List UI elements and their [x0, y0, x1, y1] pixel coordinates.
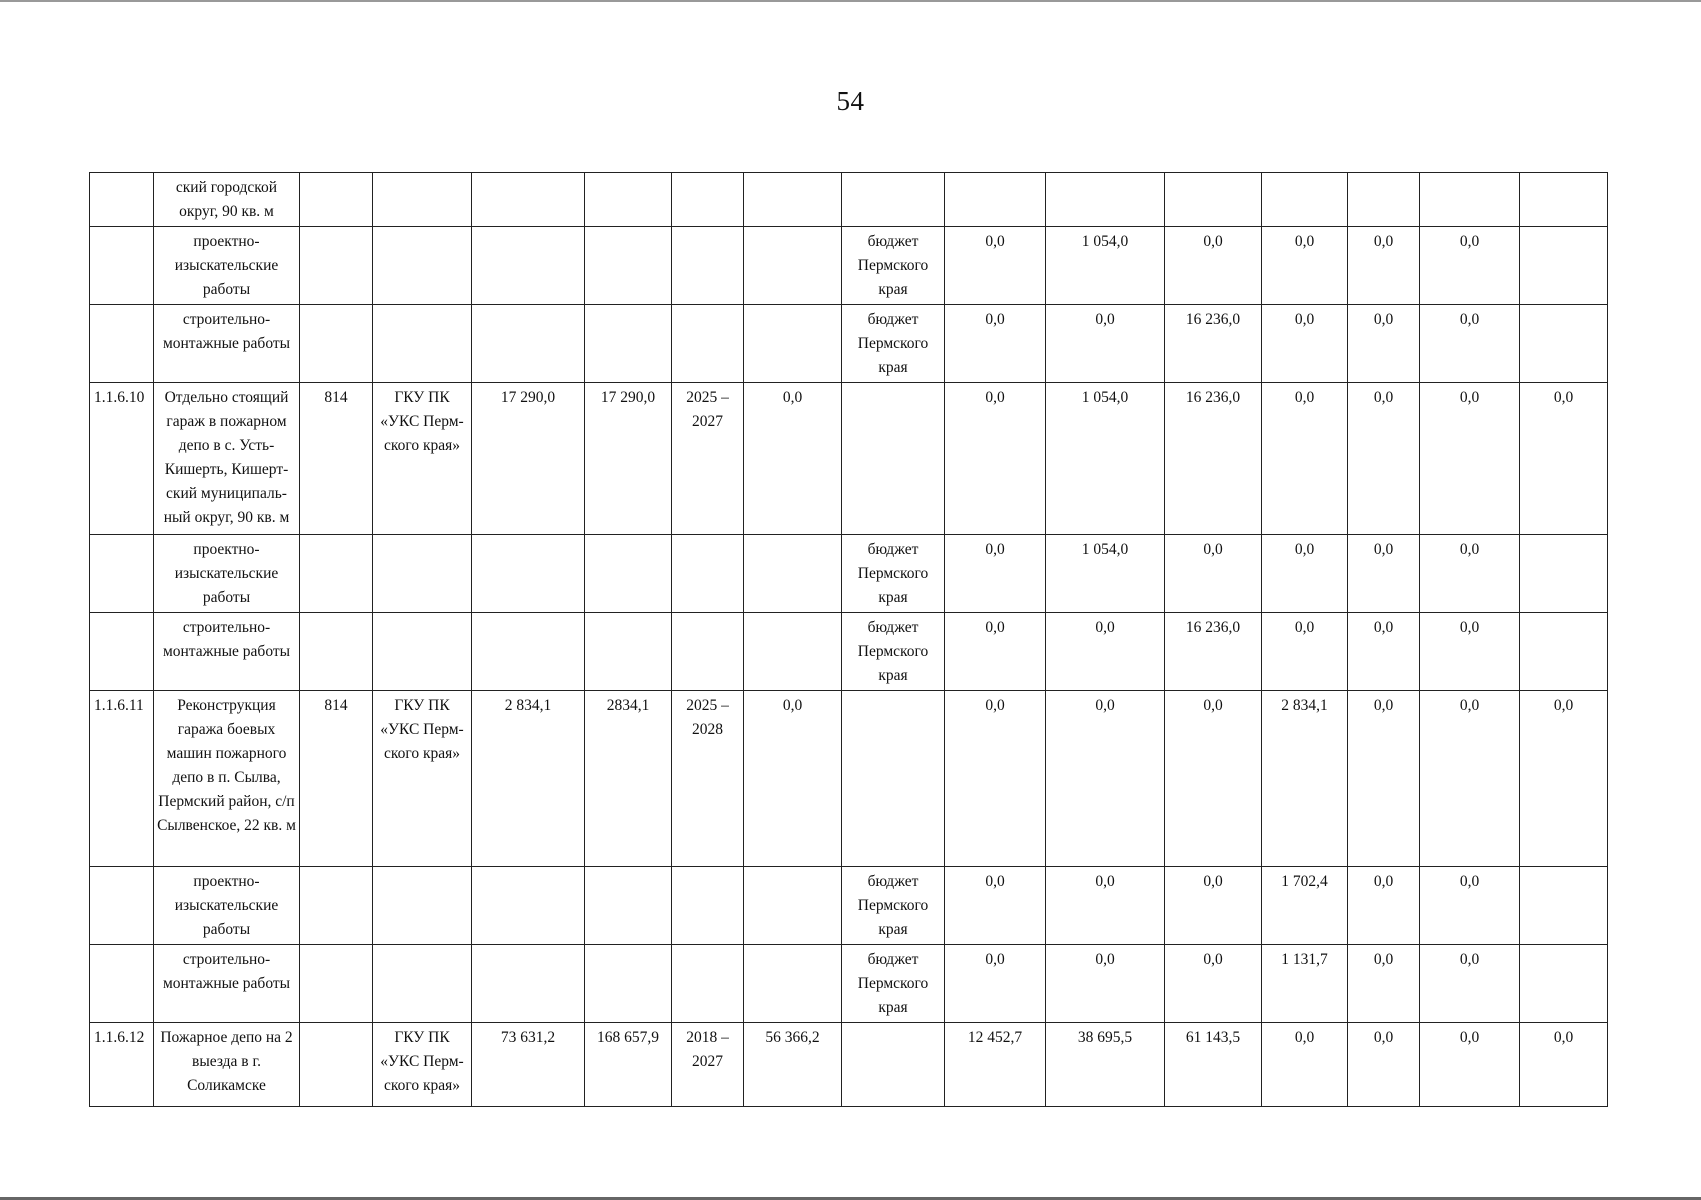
table-row	[90, 867, 1608, 945]
cell-year-5: 0,0	[1348, 383, 1420, 535]
cell-year-7	[1520, 535, 1608, 613]
cell-funded-before	[744, 613, 842, 691]
cell-period	[672, 613, 744, 691]
cell-total-cost	[585, 173, 672, 227]
cell-name: Реконструкция гаража боевых машин пожарного депо в п. Сылва, Пермский район, с/п Сылвенское, 22 кв. м	[154, 691, 300, 867]
cell-year-6: 0,0	[1420, 691, 1520, 867]
cell-year-5	[1348, 173, 1420, 227]
cell-funding-source: бюджет Пермского края	[842, 867, 945, 945]
cell-year-2: 0,0	[1046, 867, 1165, 945]
cell-year-2	[1046, 173, 1165, 227]
cell-estimated-cost	[472, 945, 585, 1023]
cell-name: строительно-монтажные работы	[154, 613, 300, 691]
cell-funded-before	[744, 173, 842, 227]
cell-year-4: 0,0	[1262, 535, 1348, 613]
cell-year-5: 0,0	[1348, 867, 1420, 945]
cell-name: проектно-изыскательские работы	[154, 867, 300, 945]
cell-year-3	[1165, 173, 1262, 227]
cell-estimated-cost	[472, 305, 585, 383]
cell-name: ский городской округ, 90 кв. м	[154, 173, 300, 227]
cell-estimated-cost	[472, 535, 585, 613]
cell-name: строительно-монтажные работы	[154, 945, 300, 1023]
cell-period: 2025 – 2028	[672, 691, 744, 867]
cell-year-5: 0,0	[1348, 1023, 1420, 1107]
cell-year-3: 0,0	[1165, 535, 1262, 613]
cell-grbs	[300, 227, 373, 305]
cell-funded-before	[744, 227, 842, 305]
cell-year-7	[1520, 945, 1608, 1023]
cell-year-4	[1262, 173, 1348, 227]
cell-year-3: 16 236,0	[1165, 613, 1262, 691]
cell-executor	[373, 173, 472, 227]
cell-grbs: 814	[300, 691, 373, 867]
cell-year-1: 0,0	[945, 227, 1046, 305]
cell-year-4: 1 131,7	[1262, 945, 1348, 1023]
cell-year-3: 16 236,0	[1165, 383, 1262, 535]
cell-year-7	[1520, 867, 1608, 945]
cell-estimated-cost: 73 631,2	[472, 1023, 585, 1107]
cell-period: 2018 – 2027	[672, 1023, 744, 1107]
cell-year-4: 0,0	[1262, 305, 1348, 383]
cell-code	[90, 305, 154, 383]
cell-funded-before	[744, 867, 842, 945]
cell-year-5: 0,0	[1348, 305, 1420, 383]
cell-year-2: 38 695,5	[1046, 1023, 1165, 1107]
cell-year-3: 0,0	[1165, 691, 1262, 867]
cell-total-cost	[585, 945, 672, 1023]
table-row	[90, 613, 1608, 691]
cell-period	[672, 227, 744, 305]
cell-total-cost	[585, 613, 672, 691]
cell-year-1: 0,0	[945, 867, 1046, 945]
cell-year-1: 0,0	[945, 945, 1046, 1023]
cell-estimated-cost	[472, 867, 585, 945]
cell-year-3: 0,0	[1165, 867, 1262, 945]
table-row	[90, 383, 1608, 535]
table-row	[90, 227, 1608, 305]
cell-grbs	[300, 1023, 373, 1107]
cell-year-6: 0,0	[1420, 535, 1520, 613]
cell-year-4: 0,0	[1262, 1023, 1348, 1107]
cell-funding-source: бюджет Пермского края	[842, 535, 945, 613]
cell-year-6: 0,0	[1420, 305, 1520, 383]
page-number: 54	[836, 86, 865, 116]
cell-executor: ГКУ ПК «УКС Перм-ского края»	[373, 383, 472, 535]
cell-funding-source	[842, 691, 945, 867]
cell-grbs	[300, 613, 373, 691]
cell-period	[672, 945, 744, 1023]
cell-year-7: 0,0	[1520, 383, 1608, 535]
cell-code	[90, 613, 154, 691]
cell-estimated-cost: 2 834,1	[472, 691, 585, 867]
cell-period	[672, 867, 744, 945]
cell-total-cost	[585, 867, 672, 945]
cell-year-6: 0,0	[1420, 227, 1520, 305]
cell-executor	[373, 945, 472, 1023]
cell-year-1: 12 452,7	[945, 1023, 1046, 1107]
cell-year-3: 16 236,0	[1165, 305, 1262, 383]
cell-funding-source: бюджет Пермского края	[842, 945, 945, 1023]
cell-total-cost: 2834,1	[585, 691, 672, 867]
cell-grbs	[300, 535, 373, 613]
cell-funding-source: бюджет Пермского края	[842, 305, 945, 383]
cell-year-3: 61 143,5	[1165, 1023, 1262, 1107]
cell-grbs: 814	[300, 383, 373, 535]
cell-funded-before	[744, 535, 842, 613]
cell-code	[90, 227, 154, 305]
cell-grbs	[300, 945, 373, 1023]
cell-executor	[373, 305, 472, 383]
cell-funding-source: бюджет Пермского края	[842, 613, 945, 691]
cell-executor	[373, 867, 472, 945]
cell-total-cost	[585, 227, 672, 305]
cell-year-7	[1520, 305, 1608, 383]
cell-code: 1.1.6.10	[90, 383, 154, 535]
cell-year-4: 0,0	[1262, 227, 1348, 305]
scan-edge-top	[0, 0, 1701, 2]
cell-year-1: 0,0	[945, 383, 1046, 535]
cell-year-6: 0,0	[1420, 867, 1520, 945]
table-row	[90, 305, 1608, 383]
table-row	[90, 691, 1608, 867]
cell-code: 1.1.6.11	[90, 691, 154, 867]
cell-year-4: 1 702,4	[1262, 867, 1348, 945]
cell-executor: ГКУ ПК «УКС Перм-ского края»	[373, 691, 472, 867]
cell-year-2: 1 054,0	[1046, 383, 1165, 535]
cell-estimated-cost: 17 290,0	[472, 383, 585, 535]
cell-year-1: 0,0	[945, 535, 1046, 613]
cell-name: проектно-изыскательские работы	[154, 227, 300, 305]
cell-year-2: 0,0	[1046, 305, 1165, 383]
table-row	[90, 173, 1608, 227]
cell-year-4: 0,0	[1262, 613, 1348, 691]
cell-year-7	[1520, 227, 1608, 305]
cell-estimated-cost	[472, 227, 585, 305]
cell-year-4: 2 834,1	[1262, 691, 1348, 867]
cell-year-6: 0,0	[1420, 945, 1520, 1023]
cell-year-6: 0,0	[1420, 1023, 1520, 1107]
cell-estimated-cost	[472, 613, 585, 691]
cell-funded-before: 0,0	[744, 383, 842, 535]
cell-grbs	[300, 305, 373, 383]
cell-year-5: 0,0	[1348, 945, 1420, 1023]
cell-period	[672, 173, 744, 227]
cell-year-5: 0,0	[1348, 613, 1420, 691]
cell-name: Отдельно стоящий гараж в пожарном депо в с. Усть-Кишерть, Кишерт-ский муниципаль-ный округ, 90 кв. м	[154, 383, 300, 535]
cell-code	[90, 945, 154, 1023]
cell-grbs	[300, 867, 373, 945]
cell-year-7	[1520, 613, 1608, 691]
cell-year-1: 0,0	[945, 613, 1046, 691]
table-row	[90, 945, 1608, 1023]
cell-year-5: 0,0	[1348, 535, 1420, 613]
cell-executor	[373, 613, 472, 691]
cell-year-1: 0,0	[945, 691, 1046, 867]
cell-year-6: 0,0	[1420, 613, 1520, 691]
cell-year-1: 0,0	[945, 305, 1046, 383]
cell-total-cost	[585, 305, 672, 383]
cell-year-7: 0,0	[1520, 1023, 1608, 1107]
cell-executor: ГКУ ПК «УКС Перм-ского края»	[373, 1023, 472, 1107]
cell-grbs	[300, 173, 373, 227]
cell-period: 2025 – 2027	[672, 383, 744, 535]
cell-name: Пожарное депо на 2 выезда в г. Соликамске	[154, 1023, 300, 1107]
cell-funding-source	[842, 1023, 945, 1107]
budget-table	[89, 172, 1608, 1107]
cell-code	[90, 535, 154, 613]
cell-year-2: 0,0	[1046, 945, 1165, 1023]
cell-funding-source	[842, 383, 945, 535]
cell-total-cost: 168 657,9	[585, 1023, 672, 1107]
cell-code	[90, 173, 154, 227]
cell-funded-before	[744, 305, 842, 383]
cell-year-5: 0,0	[1348, 691, 1420, 867]
cell-executor	[373, 227, 472, 305]
cell-name: проектно-изыскательские работы	[154, 535, 300, 613]
cell-total-cost: 17 290,0	[585, 383, 672, 535]
cell-year-2: 1 054,0	[1046, 535, 1165, 613]
cell-estimated-cost	[472, 173, 585, 227]
cell-year-7: 0,0	[1520, 691, 1608, 867]
cell-year-6	[1420, 173, 1520, 227]
cell-year-3: 0,0	[1165, 227, 1262, 305]
cell-funding-source: бюджет Пермского края	[842, 227, 945, 305]
cell-year-5: 0,0	[1348, 227, 1420, 305]
cell-year-1	[945, 173, 1046, 227]
cell-year-2: 0,0	[1046, 613, 1165, 691]
cell-year-2: 0,0	[1046, 691, 1165, 867]
cell-year-4: 0,0	[1262, 383, 1348, 535]
cell-period	[672, 535, 744, 613]
cell-year-2: 1 054,0	[1046, 227, 1165, 305]
cell-funding-source	[842, 173, 945, 227]
table-row	[90, 1023, 1608, 1107]
cell-code	[90, 867, 154, 945]
cell-year-6: 0,0	[1420, 383, 1520, 535]
table-row	[90, 535, 1608, 613]
cell-code: 1.1.6.12	[90, 1023, 154, 1107]
cell-executor	[373, 535, 472, 613]
cell-funded-before	[744, 945, 842, 1023]
cell-funded-before: 0,0	[744, 691, 842, 867]
cell-total-cost	[585, 535, 672, 613]
cell-period	[672, 305, 744, 383]
cell-year-7	[1520, 173, 1608, 227]
cell-name: строительно-монтажные работы	[154, 305, 300, 383]
cell-year-3: 0,0	[1165, 945, 1262, 1023]
cell-funded-before: 56 366,2	[744, 1023, 842, 1107]
